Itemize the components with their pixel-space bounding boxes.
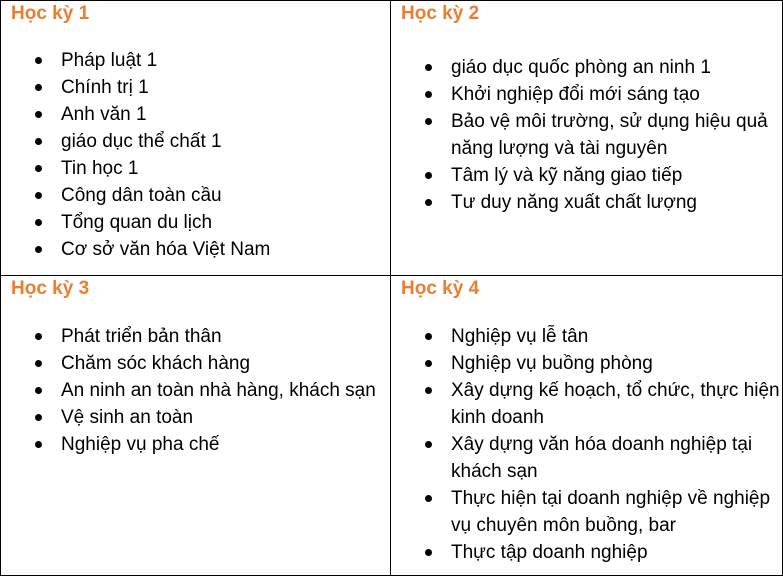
course-item: Chính trị 1 [11, 74, 390, 101]
semester-2-cell [391, 1, 782, 276]
course-item: Tư duy năng xuất chất lượng [401, 189, 782, 216]
course-item: Vệ sinh an toàn [11, 404, 390, 431]
semester-3-cell [1, 276, 391, 575]
semester-4-title: Học kỳ 4 [401, 278, 480, 299]
semester-1-course-list [11, 47, 390, 263]
course-item: An ninh an toàn nhà hàng, khách sạn [11, 377, 390, 404]
semester-1-cell [1, 1, 391, 276]
course-item: Thực tập doanh nghiệp [401, 539, 782, 566]
course-item: Bảo vệ môi trường, sử dụng hiệu quả năng lượng và tài nguyên [401, 108, 782, 162]
semester-2-course-list [401, 54, 782, 216]
semester-2-title: Học kỳ 2 [401, 3, 480, 24]
course-item: giáo dục thể chất 1 [11, 128, 390, 155]
course-item: Khởi nghiệp đổi mới sáng tạo [401, 81, 782, 108]
course-item: giáo dục quốc phòng an ninh 1 [401, 54, 782, 81]
course-item: Anh văn 1 [11, 101, 390, 128]
semester-3-title: Học kỳ 3 [11, 278, 90, 299]
course-item: Tin học 1 [11, 155, 390, 182]
semester-4-course-list [401, 323, 782, 566]
course-item: Chăm sóc khách hàng [11, 350, 390, 377]
semester-4-cell [391, 276, 782, 575]
course-item: Công dân toàn cầu [11, 182, 390, 209]
course-item: Thực hiện tại doanh nghiệp về nghiệp vụ chuyên môn buồng, bar [401, 485, 782, 539]
course-item: Nghiệp vụ pha chế [11, 431, 390, 458]
course-item: Pháp luật 1 [11, 47, 390, 74]
course-item: Phát triển bản thân [11, 323, 390, 350]
course-item: Xây dựng văn hóa doanh nghiệp tại khách sạn [401, 431, 782, 485]
course-item: Xây dựng kế hoạch, tổ chức, thực hiện kinh doanh [401, 377, 782, 431]
course-item: Tâm lý và kỹ năng giao tiếp [401, 162, 782, 189]
course-item: Nghiệp vụ lễ tân [401, 323, 782, 350]
semester-1-title: Học kỳ 1 [11, 3, 90, 24]
semester-3-course-list [11, 323, 390, 458]
course-item: Cơ sở văn hóa Việt Nam [11, 236, 390, 263]
course-item: Nghiệp vụ buồng phòng [401, 350, 782, 377]
course-item: Tổng quan du lịch [11, 209, 390, 236]
